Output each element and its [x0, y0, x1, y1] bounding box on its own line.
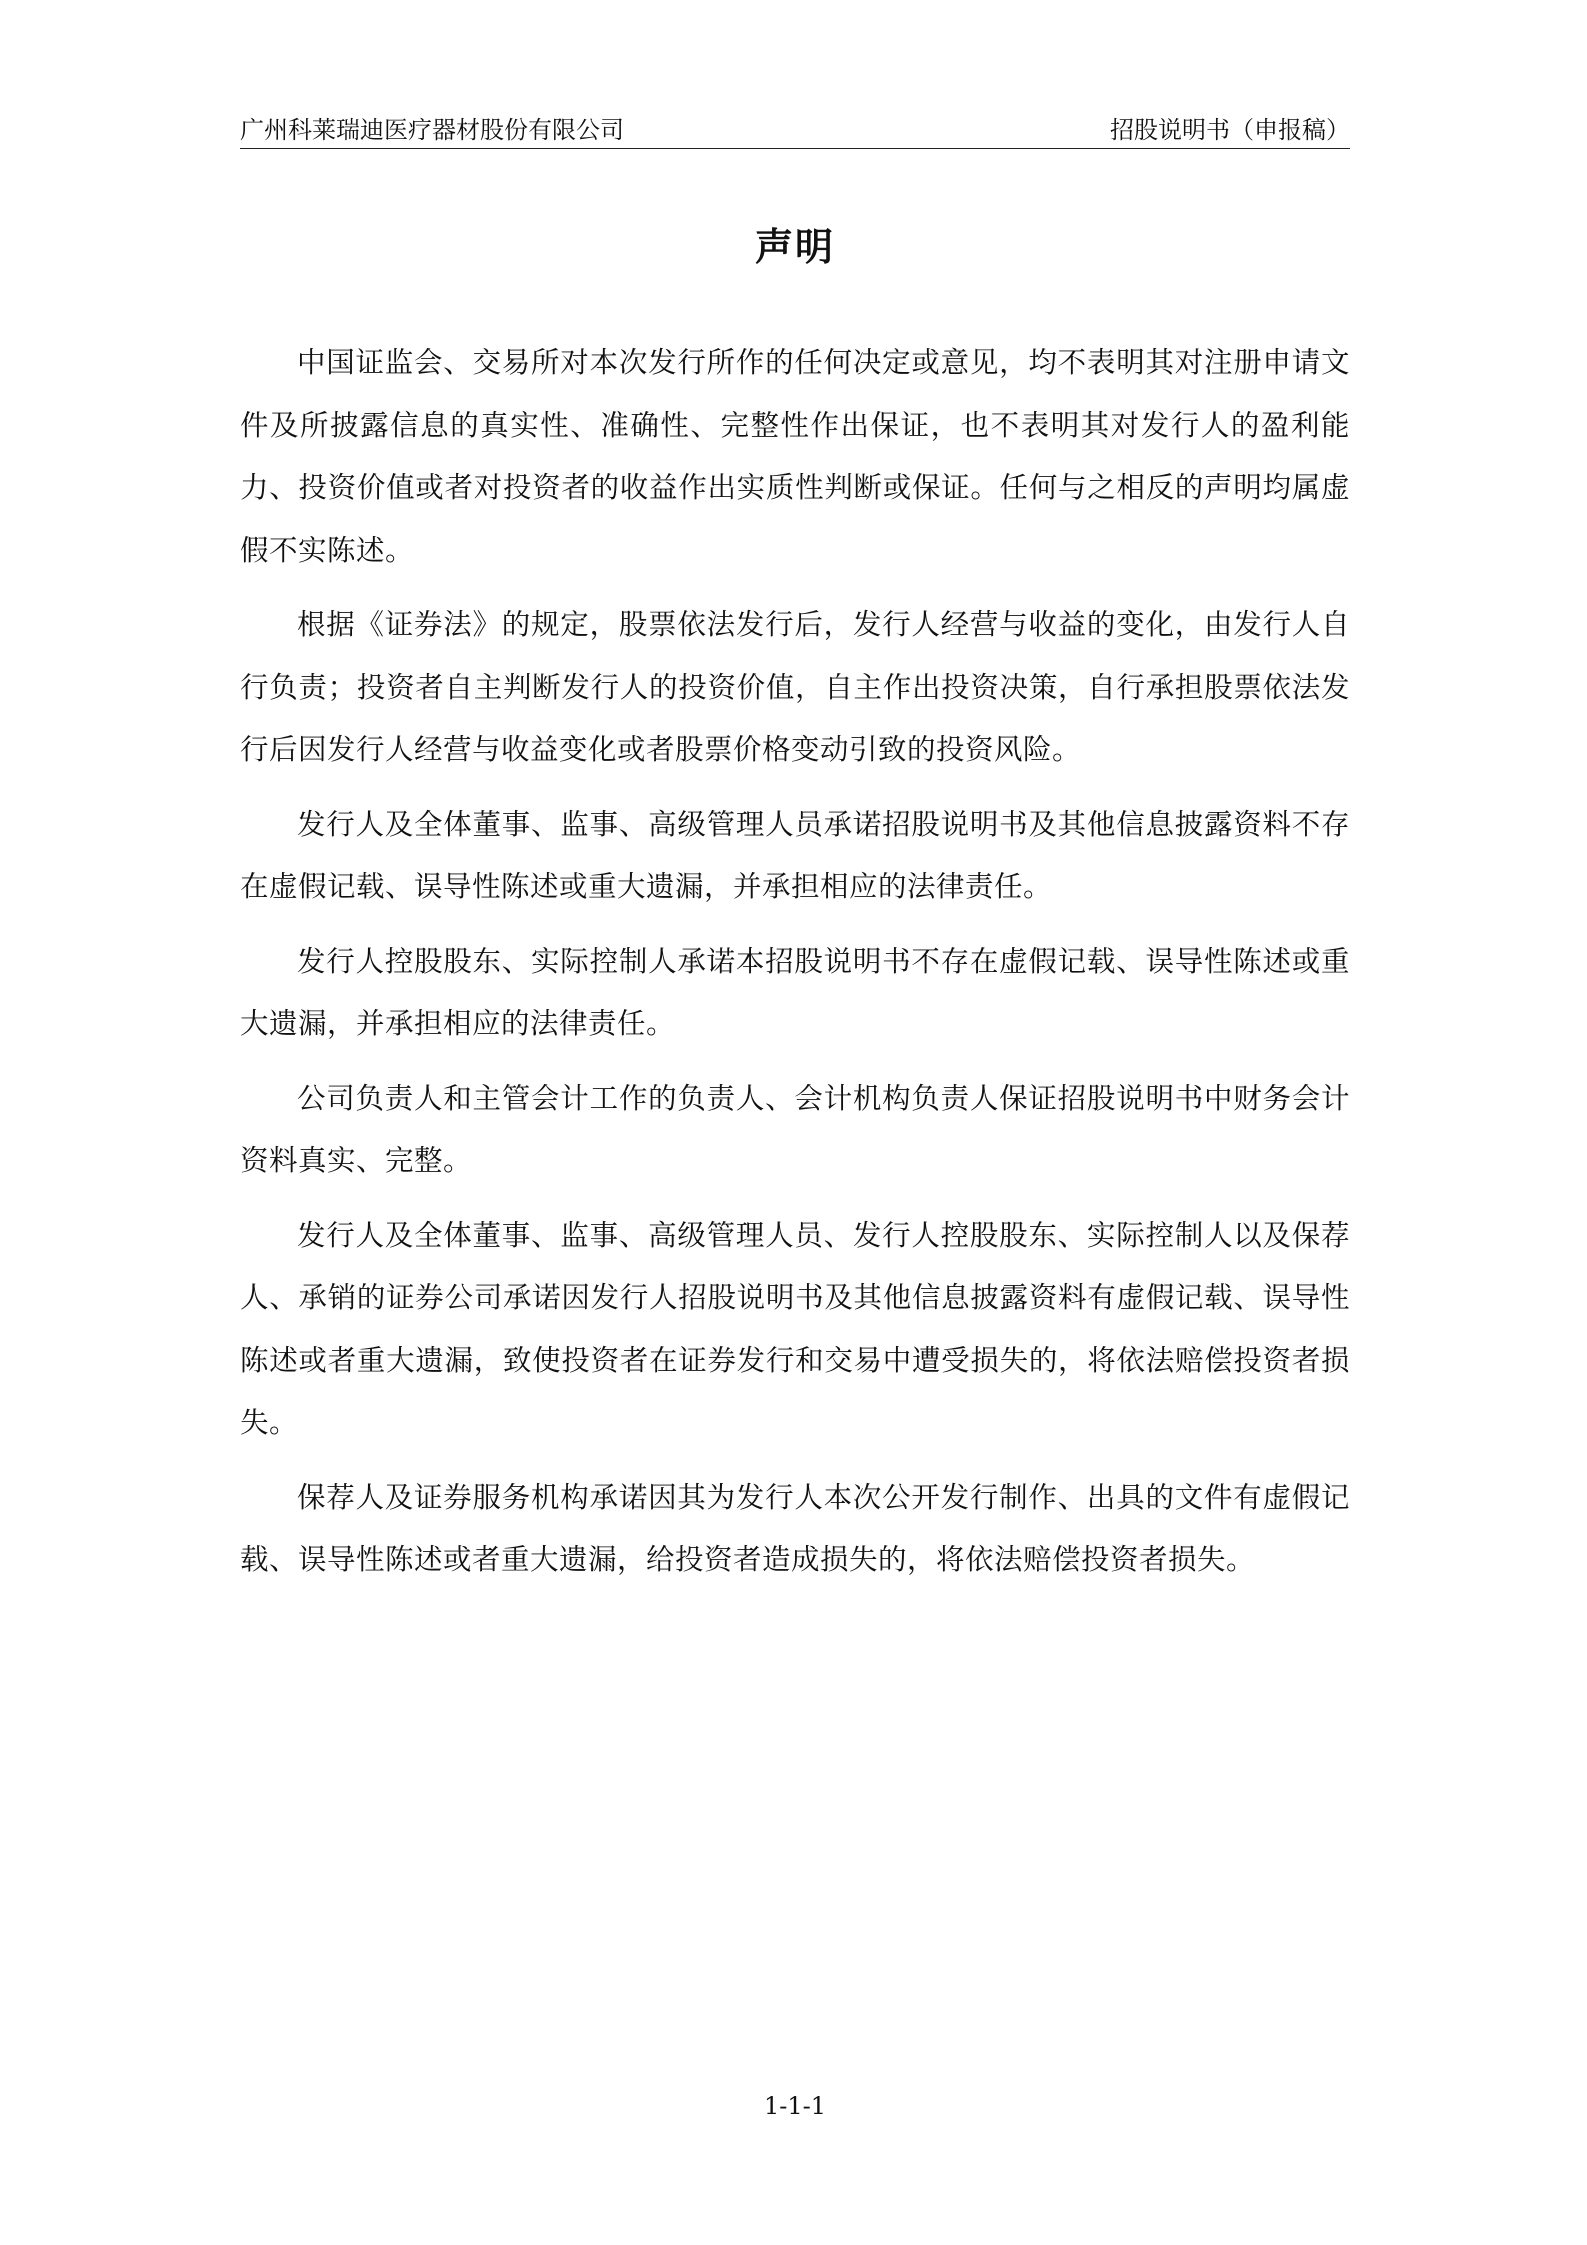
declaration-paragraph: 发行人及全体董事、监事、高级管理人员、发行人控股股东、实际控制人以及保荐人、承销的证券公司承诺因发行人招股说明书及其他信息披露资料有虚假记载、误导性陈述或者重大遗漏，致使投资者在证券发行和交易中遭受损失的，将依法赔偿投资者损失。: [240, 1218, 1350, 1439]
declaration-paragraph: 公司负责人和主管会计工作的负责人、会计机构负责人保证招股说明书中财务会计资料真实、完整。: [240, 1081, 1350, 1177]
header-company-name: 广州科莱瑞迪医疗器材股份有限公司: [240, 116, 624, 144]
header-document-type: 招股说明书（申报稿）: [1110, 116, 1350, 144]
page-title: 声明: [754, 225, 835, 269]
declaration-paragraph: 发行人及全体董事、监事、高级管理人员承诺招股说明书及其他信息披露资料不存在虚假记载、误导性陈述或重大遗漏，并承担相应的法律责任。: [240, 807, 1350, 903]
declaration-body: [240, 332, 1350, 1604]
declaration-paragraph: 发行人控股股东、实际控制人承诺本招股说明书不存在虚假记载、误导性陈述或重大遗漏，并承担相应的法律责任。: [240, 944, 1350, 1040]
declaration-paragraph: 中国证监会、交易所对本次发行所作的任何决定或意见，均不表明其对注册申请文件及所披露信息的真实性、准确性、完整性作出保证，也不表明其对发行人的盈利能力、投资价值或者对投资者的收益作出实质性判断或保证。任何与之相反的声明均属虚假不实陈述。: [240, 346, 1350, 567]
page-number: 1-1-1: [763, 2092, 827, 2120]
declaration-paragraph: 保荐人及证券服务机构承诺因其为发行人本次公开发行制作、出具的文件有虚假记载、误导性陈述或者重大遗漏，给投资者造成损失的，将依法赔偿投资者损失。: [240, 1480, 1350, 1576]
page-header: [240, 112, 1350, 149]
declaration-paragraph: 根据《证券法》的规定，股票依法发行后，发行人经营与收益的变化，由发行人自行负责；投资者自主判断发行人的投资价值，自主作出投资决策，自行承担股票依法发行后因发行人经营与收益变化或者股票价格变动引致的投资风险。: [240, 608, 1350, 766]
